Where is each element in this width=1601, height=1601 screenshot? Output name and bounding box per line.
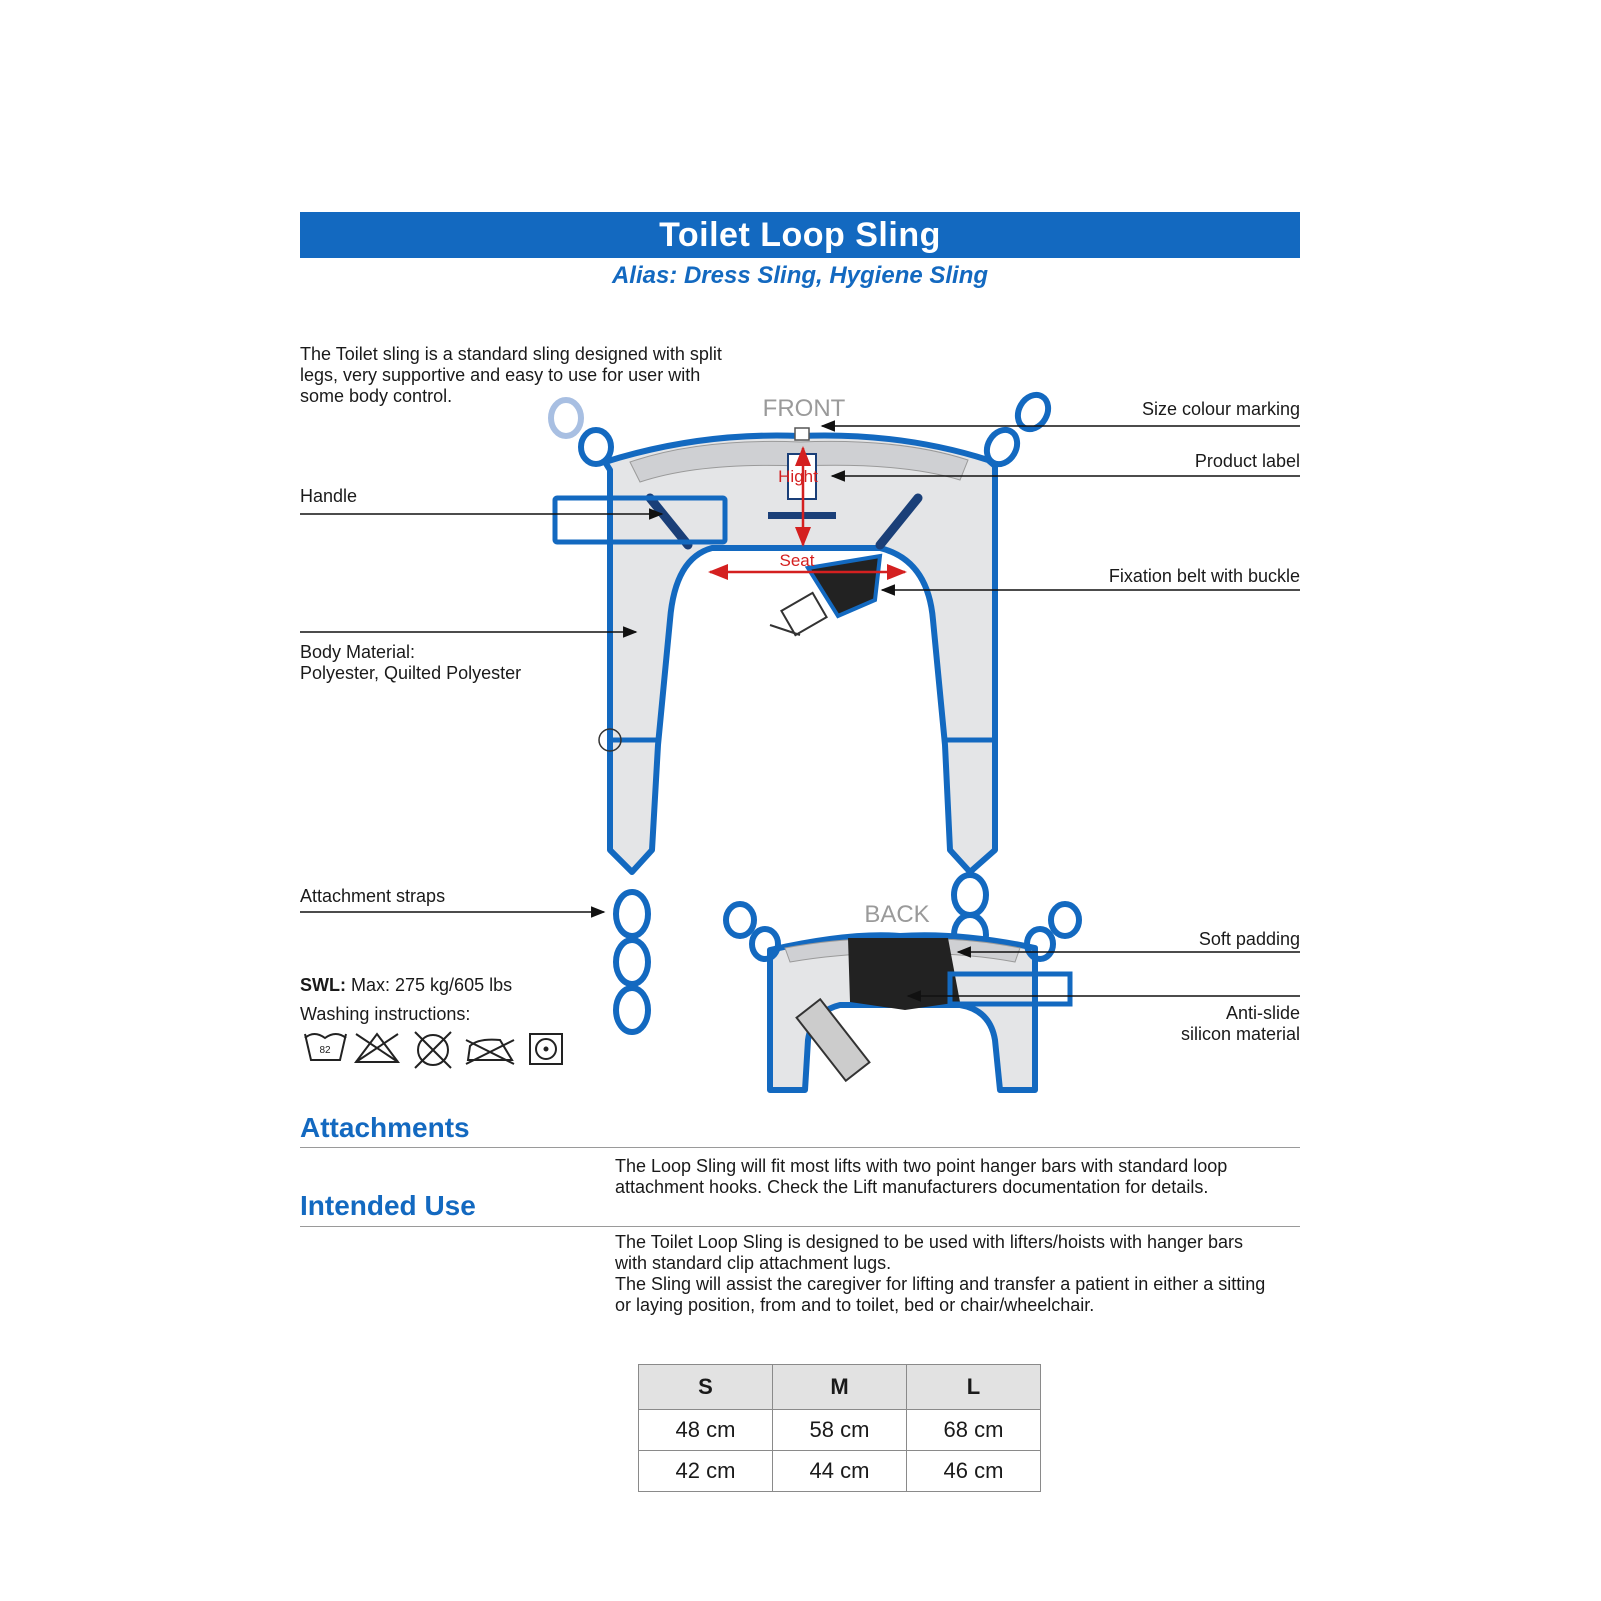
page-title: Toilet Loop Sling [659,215,941,254]
anti-slide-label: Anti-slide silicon material [1180,1003,1300,1044]
intended-use-paragraph-1: The Toilet Loop Sling is designed to be used with lifters/hoists with hanger bars with standard clip attachment lugs. [615,1232,1244,1273]
swl-value: Max: 275 kg/605 lbs [351,975,513,995]
soft-padding-label: Soft padding [1198,929,1300,949]
table-cell: 46 cm [907,1451,1041,1492]
body-material-value: Polyester, Quilted Polyester [300,663,522,683]
intended-use-title: Intended Use [300,1190,476,1221]
seat-label: Seat [779,551,815,570]
fixation-belt-label: Fixation belt with buckle [1108,566,1300,586]
table-cell: 42 cm [639,1451,773,1492]
body-material-title: Body Material: [300,642,416,662]
intended-use-paragraph-2: The Sling will assist the caregiver for lifting and transfer a patient in either a sitting or laying position, from and to toilet, bed or chair/wheelchair. [615,1274,1266,1315]
table-cell: 68 cm [907,1410,1041,1451]
back-sling [726,904,1079,1090]
size-header-m: M [773,1365,907,1410]
product-label-label: Product label [1194,451,1300,471]
size-table [638,1364,1041,1492]
table-cell: 58 cm [773,1410,907,1451]
washing-instructions-label: Washing instructions: [300,1004,471,1024]
front-label: FRONT [762,395,846,422]
tumble-dry-icon [530,1034,562,1064]
swl-line [300,975,512,996]
height-label: Hight [778,467,818,486]
wash-temp-label: 82 [319,1045,331,1056]
no-dry-clean-icon [415,1032,451,1068]
table-row [639,1451,1041,1492]
no-iron-icon [466,1040,514,1064]
alias-subtitle: Alias: Dress Sling, Hygiene Sling [611,262,989,289]
intended-use-divider [300,1226,1300,1227]
attachments-text: The Loop Sling will fit most lifts with two point hanger bars with standard loop attachment hooks. Check the Lift manufacturers documentation for details. [615,1156,1228,1197]
no-bleach-icon [356,1034,398,1062]
swl-label: SWL: [300,975,346,995]
size-header-s: S [639,1365,773,1410]
washing-symbols [305,1032,562,1068]
size-colour-marking-label: Size colour marking [1141,399,1300,419]
handle-label: Handle [300,486,358,506]
attachment-straps-label: Attachment straps [300,886,446,906]
back-label: BACK [864,901,930,928]
attachments-title: Attachments [300,1112,470,1143]
table-cell: 44 cm [773,1451,907,1492]
attachments-divider [300,1147,1300,1148]
table-cell: 48 cm [639,1410,773,1451]
table-row [639,1410,1041,1451]
intended-use-text [615,1232,1280,1316]
product-description: The Toilet sling is a standard sling designed with split legs, very supportive and easy to use for user with some body control. [300,344,722,406]
size-header-l: L [907,1365,1041,1410]
size-table-header-row [639,1365,1041,1410]
